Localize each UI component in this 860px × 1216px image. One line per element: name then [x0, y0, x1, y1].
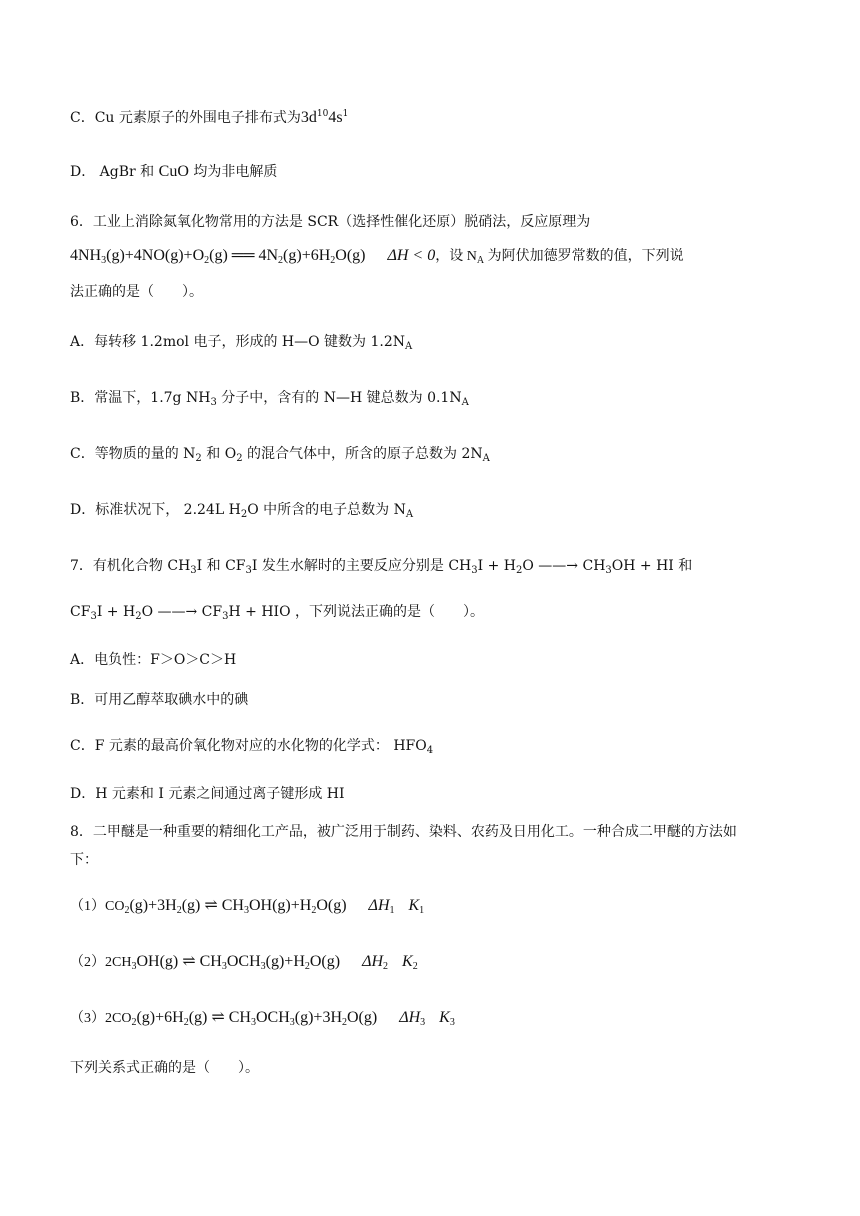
q7-stem-line2: $CF_3I + H_2O$ ——→ $CF_3H$ + HIO ，下列说法正确的是（ ）。 — [70, 604, 484, 622]
q6-option-a: A．每转移 1.2mol 电子，形成的 H—O 键数为 $1.2N_A$ — [70, 334, 413, 352]
q6-equation: $4NH_3(g)+4NO(g)+O_2(g)$ ══ $4N_2(g)+6H_2O(g) \Delta H < 0$，设 $N_A$ 为阿伏加德罗常数的值，下列说 — [70, 247, 684, 266]
q5-option-d: D． AgBr 和 CuO 均为非电解质 — [70, 163, 278, 180]
q8-stem-line2: 下： — [70, 852, 98, 868]
q7-stem-line1: 7．有机化合物 $CH_3I$ 和 $CF_3I$ 发生水解时的主要反应分别是 $CH_3I + H_2O$ ——→ $CH_3OH$ + HI 和 — [70, 558, 693, 576]
q7-option-a: A．电负性：F＞O＞C＞H — [70, 652, 237, 668]
q7-option-b: B．可用乙醇萃取碘水中的碘 — [70, 692, 249, 708]
q7-option-d: D．H 元素和 I 元素之间通过离子键形成 HI — [70, 786, 345, 802]
q6-option-c: C．等物质的量的 $N_2$ 和 $O_2$ 的混合气体中，所含的原子总数为 $2N_A$ — [70, 446, 490, 464]
q6-stem-line1: 6．工业上消除氮氧化物常用的方法是 SCR（选择性催化还原）脱硝法，反应原理为 — [70, 214, 591, 230]
q8-reaction-1: $(1)CO_2(g)+3H_2(g)$ ⇌ $CH_3OH(g)+H_2O(g)$ $\Delta H_1$ $K_1$ — [70, 897, 425, 916]
q8-question: 下列关系式正确的是（ ）。 — [70, 1060, 259, 1076]
q5-option-c: C．Cu 元素原子的外围电子排布式为$3d^{10}4s^1$ — [70, 109, 349, 126]
q6-stem-line3: 法正确的是（ ）。 — [70, 284, 203, 300]
q6-option-b: B．常温下，1.7g $NH_3$ 分子中，含有的 N—H 键总数为 $0.1N_A$ — [70, 390, 469, 408]
q8-reaction-3: $(3)2CO_2(g)+6H_2(g)$ ⇌ $CH_3OCH_3(g)+3H_2O(g)$ $\Delta H_3$ $K_3$ — [70, 1009, 455, 1028]
q8-reaction-2: $(2)2CH_3OH(g)$ ⇌ $CH_3OCH_3(g)+H_2O(g)$ $\Delta H_2$ $K_2$ — [70, 953, 418, 972]
q8-stem-line1: 8．二甲醚是一种重要的精细化工产品，被广泛用于制药、染料、农药及日用化工。一种合成二甲醚的方法如 — [70, 824, 737, 840]
q6-option-d: D．标准状况下， 2.24L $H_2O$ 中所含的电子总数为 $N_A$ — [70, 502, 414, 520]
q7-option-c: C．F 元素的最高价氧化物对应的水化物的化学式： $HFO_4$ — [70, 738, 434, 756]
